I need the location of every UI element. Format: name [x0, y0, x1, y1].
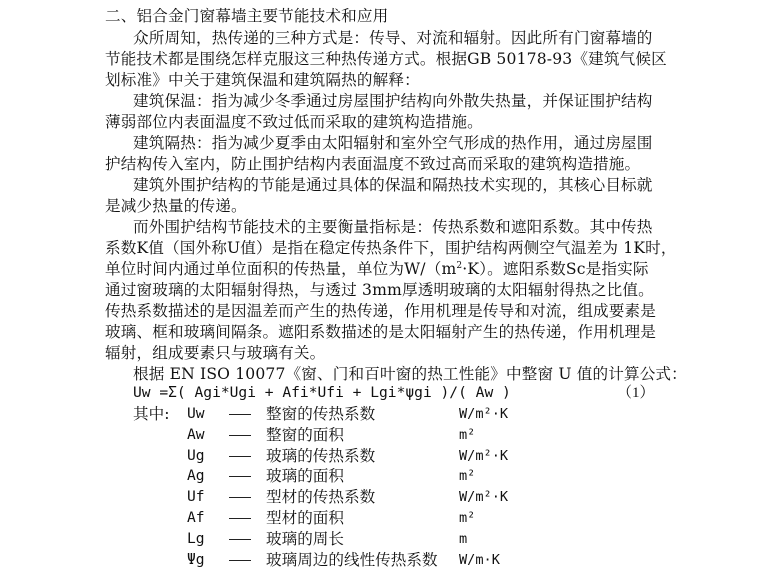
definition-row	[0, 425, 773, 445]
section-title: 二、铝合金门窗幕墙主要节能技术和应用	[105, 7, 389, 25]
paragraph-fragment: ·K）。遮阳系数Sc是指实际	[462, 260, 649, 278]
paragraph-line: 是减少热量的传递。	[105, 197, 247, 215]
superscript: 2	[456, 260, 463, 271]
paragraph-line: 划标准》中关于建筑保温和建筑隔热的解释：	[105, 71, 420, 89]
em-dash	[229, 518, 251, 519]
definition-unit: W/m²·K	[459, 406, 509, 422]
em-dash	[229, 456, 251, 457]
definition-symbol: Af	[187, 509, 205, 526]
definition-description: 型材的传热系数	[266, 488, 376, 507]
definition-unit: m²	[459, 510, 476, 526]
paragraph-line: 节能技术都是围绕怎样克服这三种热传递方式。根据GB 50178-93《建筑气候区	[105, 50, 667, 68]
paragraph-line: 通过窗玻璃的太阳辐射得热，与透过 3mm厚透明玻璃的太阳辐射得热之比值。	[105, 281, 654, 299]
definition-unit: W/m·K	[459, 551, 500, 568]
definition-symbol: Ag	[187, 467, 205, 485]
definition-description: 玻璃的传热系数	[266, 446, 376, 465]
definition-row	[0, 550, 773, 570]
definition-description: 玻璃周边的线性传热系数	[266, 550, 438, 569]
definition-symbol: Aw	[187, 425, 205, 443]
paragraph-fragment: 单位时间内通过单位面积的传热量，单位为W/（m	[105, 260, 457, 278]
definition-unit: W/m²·K	[459, 447, 509, 464]
em-dash	[229, 414, 251, 415]
definition-row	[0, 508, 773, 528]
em-dash	[229, 476, 251, 477]
formula: Uw =Σ( Agi*Ugi + Afi*Ufi + Lgi*ψgi )/( Aw )	[133, 384, 511, 401]
formula-number: （1）	[617, 385, 655, 401]
definition-description: 型材的面积	[266, 509, 344, 527]
paragraph-line: 系数K值（国外称U值）是指在稳定传热条件下，围护结构两侧空气温差为 1K时，	[105, 239, 677, 257]
definition-row	[0, 446, 773, 466]
definition-unit: m²	[459, 468, 476, 485]
paragraph-line: 辐射，组成要素只与玻璃有关。	[105, 344, 326, 362]
definition-symbol: Ψg	[187, 550, 205, 568]
paragraph-line: 薄弱部位内表面温度不致过低而采取的建筑构造措施。	[105, 113, 483, 131]
paragraph-line: 众所周知，热传递的三种方式是：传导、对流和辐射。因此所有门窗幕墙的	[133, 29, 653, 47]
paragraph-line: 建筑隔热：指为减少夏季由太阳辐射和室外空气形成的热作用，通过房屋围	[133, 134, 653, 152]
definition-unit: m²	[459, 426, 476, 443]
definition-symbol: Lg	[187, 529, 205, 547]
definition-unit: W/m²·K	[459, 489, 509, 506]
paragraph-line	[105, 259, 649, 279]
paragraph-line: 建筑外围护结构的节能是通过具体的保温和隔热技术实现的，其核心目标就	[133, 176, 653, 194]
paragraph-line: 传热系数描述的是因温差而产生的热传递，作用机理是传导和对流，组成要素是	[105, 302, 657, 320]
paragraph-line: 护结构传入室内，防止围护结构内表面温度不致过高而采取的建筑构造措施。	[105, 155, 641, 173]
definition-description: 整窗的面积	[266, 425, 344, 444]
definition-symbol: Uw	[187, 405, 205, 422]
definition-row	[0, 466, 773, 486]
em-dash	[229, 435, 251, 436]
definition-row	[0, 529, 773, 549]
definition-symbol: Uf	[187, 488, 205, 506]
paragraph-line: 建筑保温：指为减少冬季通过房屋围护结构向外散失热量，并保证围护结构	[133, 92, 653, 110]
definition-description: 整窗的传热系数	[266, 405, 376, 423]
paragraph-line: 玻璃、框和玻璃间隔条。遮阳系数描述的是太阳辐射产生的热传递，作用机理是	[105, 323, 657, 341]
definition-unit: m	[459, 530, 468, 547]
paragraph-line: 而外围护结构节能技术的主要衡量指标是：传热系数和遮阳系数。其中传热	[133, 218, 653, 236]
definition-description: 玻璃的周长	[266, 529, 344, 548]
definition-symbol: Ug	[187, 446, 205, 464]
definitions-prefix: 其中:	[133, 405, 170, 423]
em-dash	[229, 560, 251, 561]
em-dash	[229, 539, 251, 540]
paragraph-line: 根据 EN ISO 10077《窗、门和百叶窗的热工性能》中整窗 U 值的计算公式：	[133, 365, 687, 383]
em-dash	[229, 497, 251, 498]
definition-row	[0, 487, 773, 507]
definition-row	[0, 404, 773, 424]
definition-description: 玻璃的面积	[266, 467, 344, 486]
